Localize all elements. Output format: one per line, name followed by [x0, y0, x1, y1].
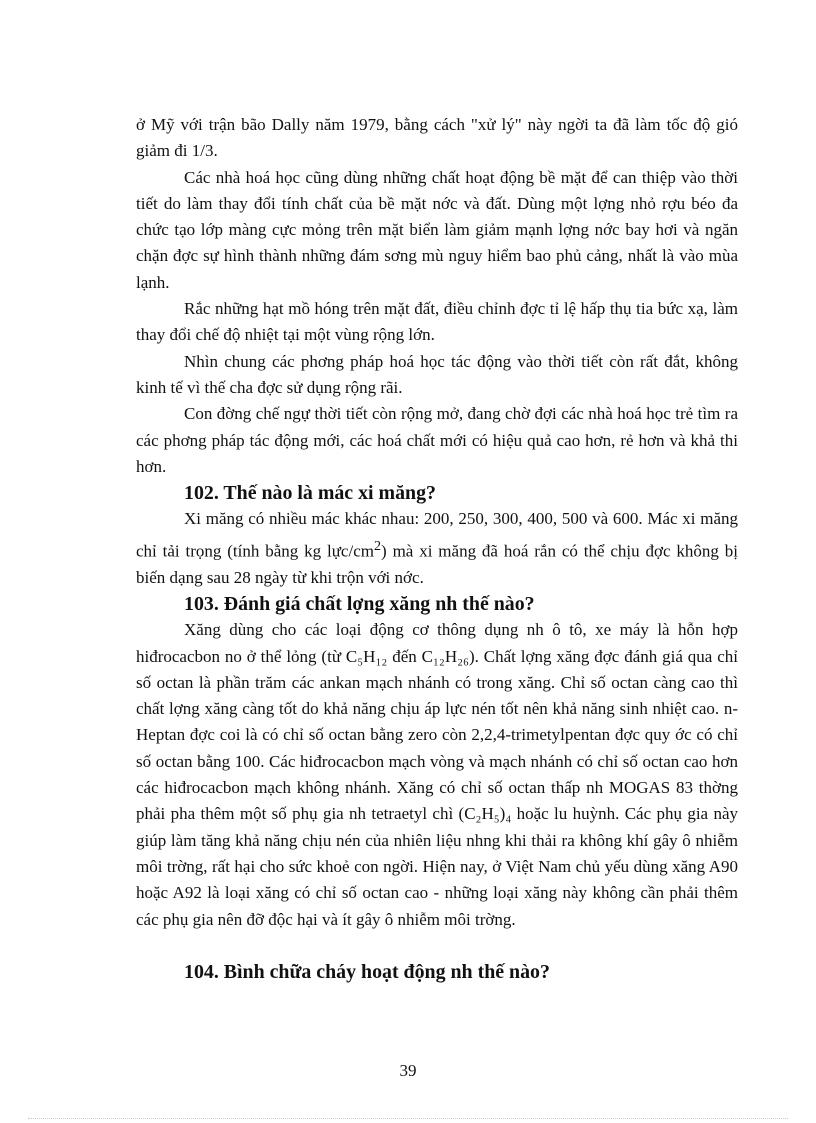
paragraph-cost: Nhìn chung các phơng pháp hoá học tác động vào thời tiết còn rất đắt, không kinh tế vì thế cha đợc sử dụng rộng rãi.	[136, 351, 738, 397]
page-content	[136, 112, 738, 985]
paragraph-surfactants: Các nhà hoá học cũng dùng những chất hoạt động bề mặt để can thiệp vào thời tiết do làm thay đổi tính chất của bề mặt nớc và đất. Dùng một lợng nhỏ rợu béo đa chức tạo lớp màng cực mỏng trên mặt biển làm giảm mạnh lợng nớc bay hơi và ngăn chặn đợc sự hình thành những đám sơng mù nguy hiểm bao phủ cảng, nhất là vào mùa lạnh.	[136, 167, 738, 292]
heading-q102: 102. Thế nào là mác xi măng?	[184, 482, 436, 505]
heading-q103: 103. Đánh giá chất lợng xăng nh thế nào?	[184, 593, 535, 615]
paragraph-q102	[136, 506, 738, 591]
paragraph-future: Con đờng chế ngự thời tiết còn rộng mở, đang chờ đợi các nhà hoá học trẻ tìm ra các phơng pháp tác động mới, các hoá chất mới có hiệu quả cao hơn, rẻ hơn và khả thi hơn.	[136, 404, 738, 476]
q102-text-end: ) mà xi măng đã hoá rắn có thể chịu đợc không bị biến dạng sau 28 ngày từ khi trộn với nớc.	[136, 541, 738, 587]
footer-divider	[28, 1118, 788, 1119]
page-number: 39	[399, 1061, 417, 1080]
q102-text-start: Xi măng có nhiều mác khác nhau: 200, 250, 300, 400, 500 và 600. Mác xi măng chỉ tải trọng (tính bằng kg lực/cm	[136, 509, 738, 561]
heading-q104: 104. Bình chữa cháy hoạt động nh thế nào?	[184, 960, 550, 983]
paragraph-soot: Rắc những hạt mồ hóng trên mặt đất, điều chỉnh đợc tỉ lệ hấp thụ tia bức xạ, làm thay đổi chế độ nhiệt tại một vùng rộng lớn.	[136, 299, 738, 345]
paragraph-continuation: ở Mỹ với trận bão Dally năm 1979, bằng cách "xử lý" này ngời ta đã làm tốc độ gió giảm đi 1/3.	[136, 115, 738, 161]
q102-superscript: 2	[373, 537, 382, 554]
paragraph-q103: Xăng dùng cho các loại động cơ thông dụng nh ô tô, xe máy là hỗn hợp hiđrocacbon no ở thể lỏng (từ C₅H₁₂ đến C₁₂H₂₆). Chất lợng xăng đợc đánh giá qua chỉ số octan là phần trăm các ankan mạch nhánh có trong xăng. Chỉ số octan càng cao thì chất lợng xăng càng tốt do khả năng chịu áp lực nén tốt nên khả năng sinh nhiệt cao. n-Heptan đợc coi là có chỉ số octan bằng zero còn 2,2,4-trimetylpentan đợc quy ớc có chỉ số octan bằng 100. Các hiđrocacbon mạch vòng và mạch nhánh có chỉ số octan cao hơn các hiđrocacbon mạch không nhánh. Xăng có chỉ số octan thấp nh MOGAS 83 thờng phải pha thêm một số phụ gia nh tetraetyl chì (C₂H₅)₄ hoặc lu huỳnh. Các phụ gia này giúp làm tăng khả năng chịu nén của nhiên liệu nhng khi thải ra không khí gây ô nhiễm môi trờng, rất hại cho sức khoẻ con ngời. Hiện nay, ở Việt Nam chủ yếu dùng xăng A90 hoặc A92 là loại xăng có chỉ số octan cao - những loại xăng này không cần phải thêm các phụ gia nên đỡ độc hại và ít gây ô nhiễm môi trờng.	[136, 620, 738, 929]
